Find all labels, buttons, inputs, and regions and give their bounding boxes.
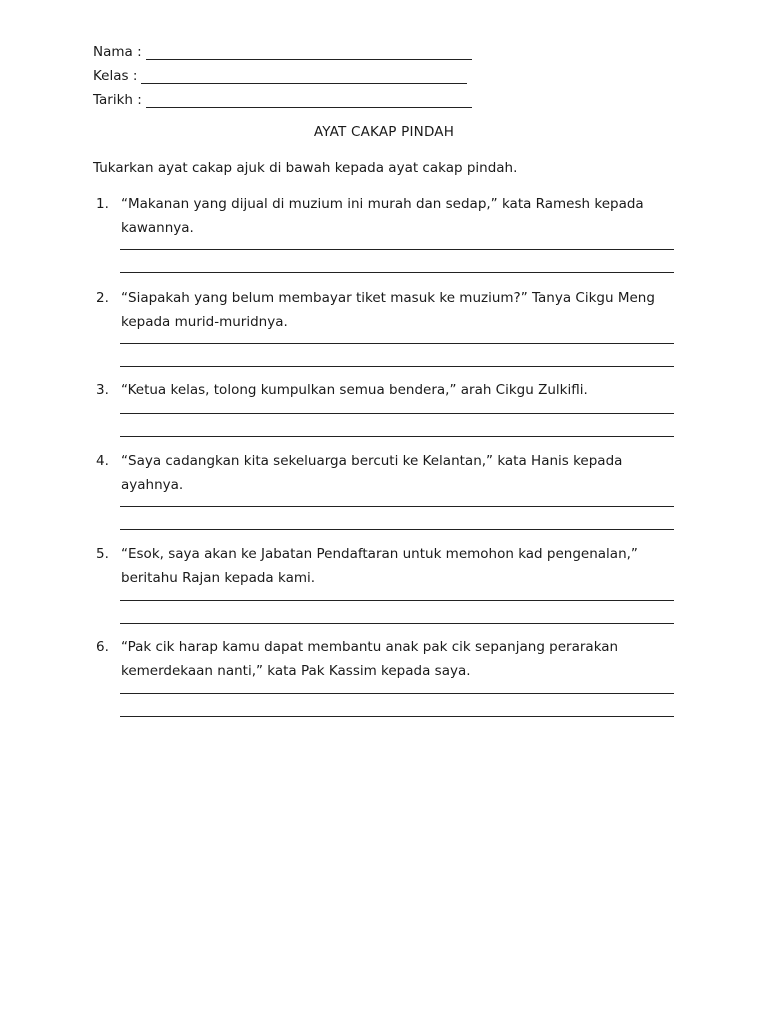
- question-text: “Saya cadangkan kita sekeluarga bercuti ke Kelantan,” kata Hanis kepada ayahnya.: [121, 453, 623, 493]
- question-number: 2.: [96, 290, 109, 306]
- answer-line-1b[interactable]: [120, 272, 674, 273]
- answer-line-5b[interactable]: [120, 623, 674, 624]
- kelas-field[interactable]: [141, 69, 467, 84]
- answer-line-2a[interactable]: [120, 343, 674, 344]
- answer-line-2b[interactable]: [120, 366, 674, 367]
- kelas-label: Kelas :: [93, 68, 138, 84]
- question-number: 6.: [96, 639, 109, 655]
- question-text: “Pak cik harap kamu dapat membantu anak pak cik sepanjang perarakan kemerdekaan nanti,” kata Pak Kassim kepada saya.: [121, 639, 619, 679]
- question-number: 5.: [96, 546, 109, 562]
- nama-row: [93, 40, 472, 60]
- question-number: 4.: [96, 453, 109, 469]
- kelas-row: [93, 64, 467, 84]
- nama-label: Nama :: [93, 44, 142, 60]
- tarikh-label: Tarikh :: [93, 92, 142, 108]
- tarikh-row: [93, 88, 472, 108]
- question-text: “Siapakah yang belum membayar tiket masuk ke muzium?” Tanya Cikgu Meng kepada murid-muridnya.: [121, 290, 655, 330]
- answer-line-3b[interactable]: [120, 436, 674, 437]
- question-text: “Makanan yang dijual di muzium ini murah dan sedap,” kata Ramesh kepada kawannya.: [121, 196, 644, 236]
- answer-line-4b[interactable]: [120, 529, 674, 530]
- answer-line-5a[interactable]: [120, 600, 674, 601]
- tarikh-field[interactable]: [146, 93, 472, 108]
- question-text: “Esok, saya akan ke Jabatan Pendaftaran untuk memohon kad pengenalan,” beritahu Rajan kepada kami.: [121, 546, 638, 586]
- nama-field[interactable]: [146, 45, 472, 60]
- answer-line-4a[interactable]: [120, 506, 674, 507]
- answer-line-6a[interactable]: [120, 693, 674, 694]
- instruction-text: Tukarkan ayat cakap ajuk di bawah kepada ayat cakap pindah.: [93, 160, 518, 176]
- answer-line-3a[interactable]: [120, 413, 674, 414]
- answer-line-1a[interactable]: [120, 249, 674, 250]
- answer-line-6b[interactable]: [120, 716, 674, 717]
- question-number: 3.: [96, 382, 109, 398]
- question-number: 1.: [96, 196, 109, 212]
- question-text: “Ketua kelas, tolong kumpulkan semua bendera,” arah Cikgu Zulkifli.: [121, 382, 588, 398]
- worksheet-title: AYAT CAKAP PINDAH: [313, 124, 455, 140]
